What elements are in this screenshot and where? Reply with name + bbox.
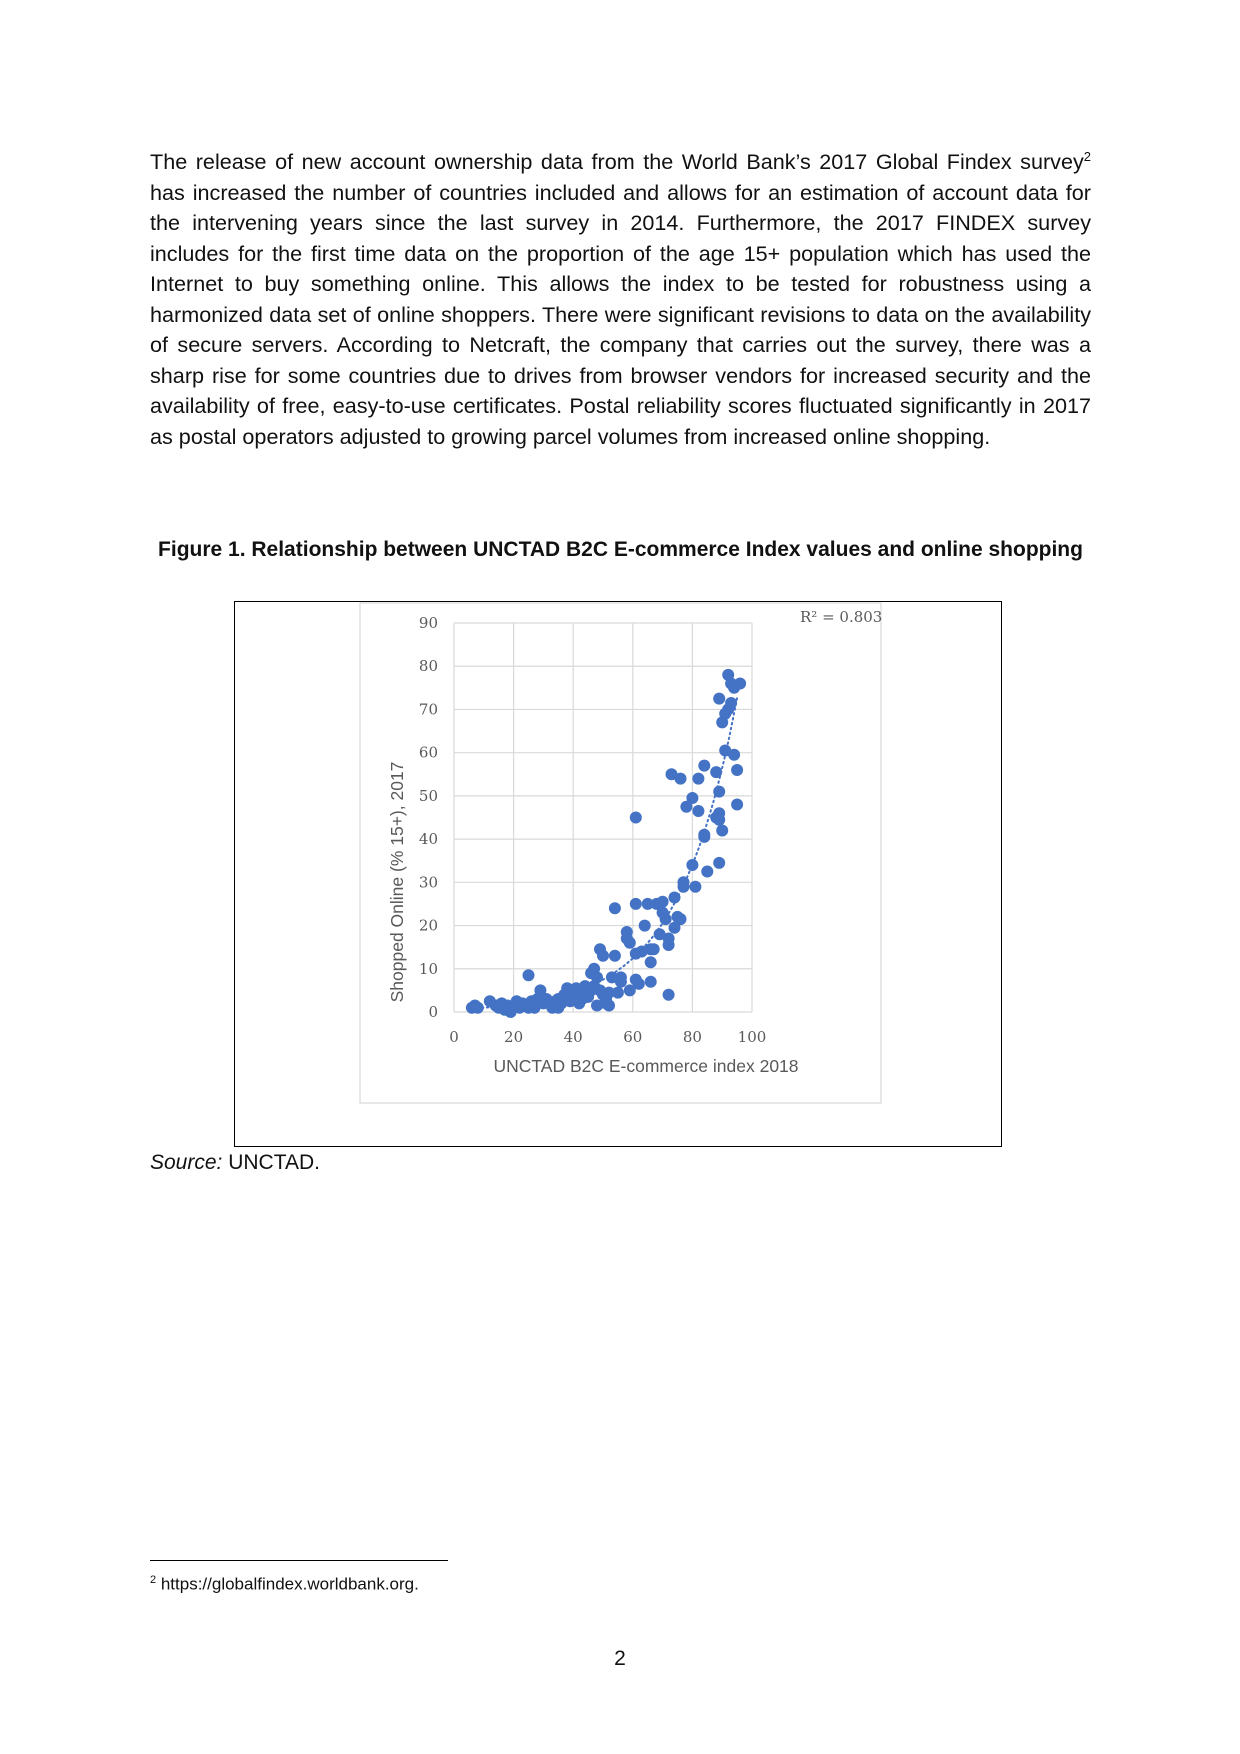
- data-point: [731, 799, 743, 811]
- y-tick-label: 20: [418, 916, 438, 935]
- r-squared-annotation: R² = 0.803: [800, 608, 883, 626]
- data-point: [725, 697, 737, 709]
- data-point: [648, 943, 660, 955]
- data-point: [692, 805, 704, 817]
- data-point: [663, 989, 675, 1001]
- data-point: [686, 859, 698, 871]
- data-point: [675, 773, 687, 785]
- data-point: [630, 898, 642, 910]
- paragraph-text-start: The release of new account ownership data from the World Bank’s 2017 Global Findex survey: [150, 149, 1084, 174]
- x-tick-label: 0: [449, 1028, 459, 1046]
- data-point: [686, 792, 698, 804]
- data-point: [728, 749, 740, 761]
- data-point: [692, 773, 704, 785]
- x-axis-title: UNCTAD B2C E-commerce index 2018: [493, 1056, 799, 1076]
- chart-area: [360, 603, 881, 1103]
- footnote-reference[interactable]: 2: [1083, 148, 1091, 164]
- data-point: [633, 978, 645, 990]
- y-tick-label: 60: [418, 743, 438, 762]
- data-point: [716, 825, 728, 837]
- data-point: [663, 933, 675, 945]
- x-tick-label: 80: [682, 1028, 702, 1046]
- data-point: [698, 831, 710, 843]
- data-point: [713, 857, 725, 869]
- x-tick-label: 40: [563, 1028, 583, 1046]
- data-point: [612, 987, 624, 999]
- y-tick-label: 80: [418, 657, 438, 676]
- data-point: [701, 866, 713, 878]
- data-point: [645, 976, 657, 988]
- data-point: [609, 902, 621, 914]
- data-point: [472, 1002, 484, 1014]
- page-number: 2: [614, 1647, 626, 1670]
- data-point: [734, 678, 746, 690]
- data-point: [657, 896, 669, 908]
- y-axis-title: Shopped Online (% 15+), 2017: [387, 761, 407, 1003]
- footnote-link[interactable]: https://globalfindex.worldbank.org.: [156, 1574, 419, 1594]
- data-point: [660, 913, 672, 925]
- data-point: [630, 812, 642, 824]
- source-value: UNCTAD.: [222, 1151, 320, 1174]
- x-tick-label: 100: [737, 1028, 767, 1046]
- data-point: [713, 814, 725, 826]
- scatter-chart: [234, 601, 1002, 1147]
- body-paragraph: [150, 147, 1091, 452]
- data-point: [523, 969, 535, 981]
- figure-title: Figure 1. Relationship between UNCTAD B2C E-commerce Index values and online shopping: [158, 538, 1083, 561]
- data-point: [609, 950, 621, 962]
- data-point: [698, 760, 710, 772]
- data-point: [591, 971, 603, 983]
- y-tick-label: 90: [418, 614, 438, 632]
- footnote-number: 2: [150, 1574, 157, 1586]
- y-tick-label: 30: [418, 873, 438, 892]
- footnote: [150, 1574, 419, 1595]
- data-point: [713, 693, 725, 705]
- data-point: [713, 786, 725, 798]
- data-point: [689, 881, 701, 893]
- footnote-separator: [150, 1560, 448, 1561]
- figure-source: [150, 1151, 320, 1175]
- data-point: [639, 920, 651, 932]
- y-tick-label: 50: [418, 786, 438, 805]
- y-tick-label: 0: [428, 1003, 438, 1021]
- x-tick-label: 60: [623, 1028, 643, 1046]
- data-point: [645, 956, 657, 968]
- x-tick-label: 20: [504, 1028, 524, 1046]
- data-point: [603, 1000, 615, 1012]
- data-point: [597, 950, 609, 962]
- data-point: [678, 876, 690, 888]
- data-point: [669, 892, 681, 904]
- y-tick-label: 10: [418, 959, 438, 978]
- data-point: [675, 913, 687, 925]
- y-tick-label: 70: [418, 700, 438, 719]
- data-point: [710, 766, 722, 778]
- data-point: [624, 937, 636, 949]
- data-point: [731, 764, 743, 776]
- source-label: Source:: [150, 1151, 223, 1174]
- data-point: [615, 971, 627, 983]
- paragraph-text-rest: has increased the number of countries included and allows for an estimation of account data for the intervening years since the last survey in 2014. Furthermore, the 2017 FINDEX survey includes for the first time data on the proportion of the age 15+ population which has used the Internet to buy something online. This allows the index to be tested for robustness using a harmonized data set of online shoppers. There were significant revisions to data on the availability of secure servers. According to Netcraft, the company that carries out the survey, there was a sharp rise for some countries due to drives from browser vendors for increased security and the availability of free, easy-to-use certificates. Postal reliability scores fluctuated significantly in 2017 as postal operators adjusted to growing parcel volumes from increased online shopping.: [150, 179, 1091, 449]
- y-tick-label: 40: [418, 830, 438, 849]
